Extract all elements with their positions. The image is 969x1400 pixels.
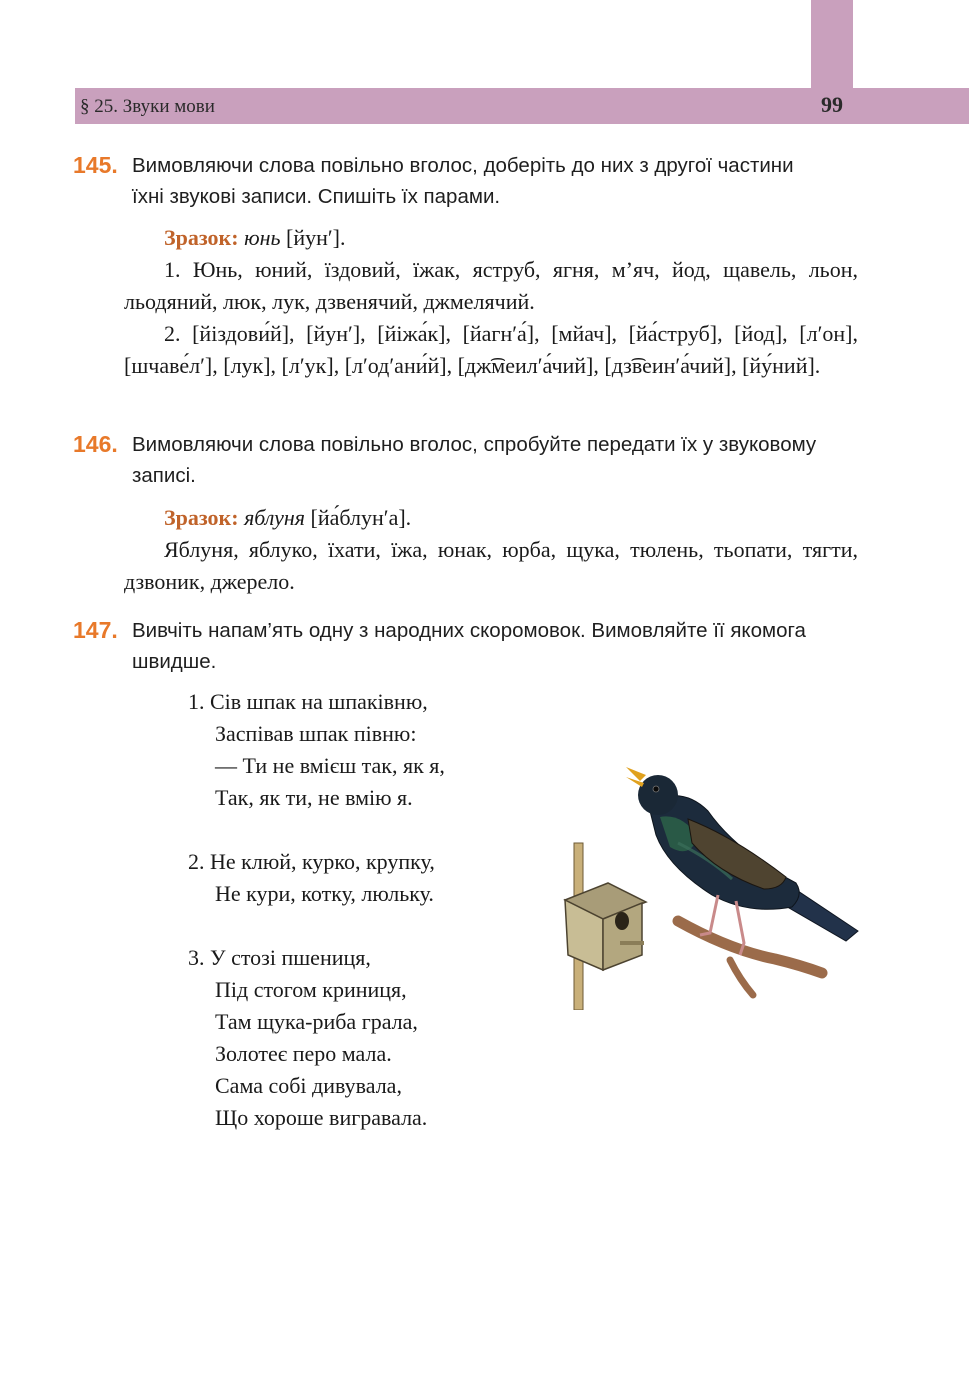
sample-transcription: [йун′].: [286, 225, 346, 250]
exercise-146-task: [132, 429, 860, 491]
verse-line: Під стогом криниця,: [215, 977, 407, 1002]
exercise-146-number: 146.: [73, 431, 118, 457]
exercise-146-sample: [124, 502, 858, 534]
exercise-145-transcription-list: 2. [йіздови́й], [йун′], [йіжа́к], [йагн′а́], [мйач], [йа́струб], [йод], [л′он], [шчаве́л′], [лук], [л′ук], [л′од′ани́й], [дж͡меил′а́чий], [дз͡веин′а́чий], [йу́ний].: [124, 321, 858, 378]
exercise-147-task: [132, 615, 860, 677]
verse-line: Там щука-риба грала,: [215, 1009, 418, 1034]
verse-line: 1. Сів шпак на шпаківню,: [188, 689, 428, 714]
verse-line: Не кури, котку, люльку.: [215, 881, 434, 906]
exercise-145-task-line2: їхні звукові записи. Спишіть їх парами.: [132, 185, 501, 208]
sample-transcription: [йа́блун′а].: [310, 505, 412, 530]
exercise-145-sample: [124, 222, 858, 254]
verse-line: — Ти не вмієш так, як я,: [215, 753, 445, 778]
sample-word: юнь: [244, 225, 281, 250]
verse-line: Що хороше вигравала.: [215, 1105, 428, 1130]
exercise-145-body: [124, 222, 858, 382]
tongue-twister-2: [188, 846, 435, 910]
verse-line: Заспівав шпак півню:: [215, 721, 417, 746]
exercise-146-word-list: Яблуня, яблуко, їхати, їжа, юнак, юрба, щука, тюлень, тьопати, тягти, дзвоник, джерело.: [124, 537, 858, 594]
exercise-146-body: [124, 502, 858, 598]
section-title: § 25. Звуки мови: [80, 96, 215, 117]
verse-line: 3. У стозі пшениця,: [188, 945, 371, 970]
exercise-147-task-line2: швидше.: [132, 650, 217, 673]
exercise-145-task: [132, 150, 860, 212]
exercise-146-task-line1: Вимовляючи слова повільно вголос, спробуйте передати їх у звуковому: [132, 433, 817, 456]
tongue-twister-1: [188, 686, 445, 814]
sample-label: Зразок:: [164, 225, 239, 250]
starling-on-birdhouse-icon: [560, 755, 860, 1010]
tongue-twister-3: [188, 942, 427, 1134]
verse-line: 2. Не клюй, курко, крупку,: [188, 849, 435, 874]
exercise-147-number: 147.: [73, 617, 118, 643]
sample-word: яблуня: [244, 505, 306, 530]
exercise-145-number: 145.: [73, 152, 118, 178]
verse-line: Так, як ти, не вмію я.: [215, 785, 413, 810]
verse-line: Золотеє перо мала.: [215, 1041, 392, 1066]
exercise-146-task-line2: записі.: [132, 464, 196, 487]
verse-line: Сама собі дивувала,: [215, 1073, 402, 1098]
sample-label: Зразок:: [164, 505, 239, 530]
exercise-145-task-line1: Вимовляючи слова повільно вголос, доберіть до них з другої частини: [132, 154, 794, 177]
page-number: 99: [821, 92, 843, 117]
exercise-145-word-list: 1. Юнь, юний, їздовий, їжак, яструб, ягня, м’яч, йод, щавель, льон, льодяний, люк, лук, дзвенячий, джмелячий.: [124, 257, 858, 314]
exercise-147-task-line1: Вивчіть напам’ять одну з народних скоромовок. Вимовляйте її якомога: [132, 619, 806, 642]
